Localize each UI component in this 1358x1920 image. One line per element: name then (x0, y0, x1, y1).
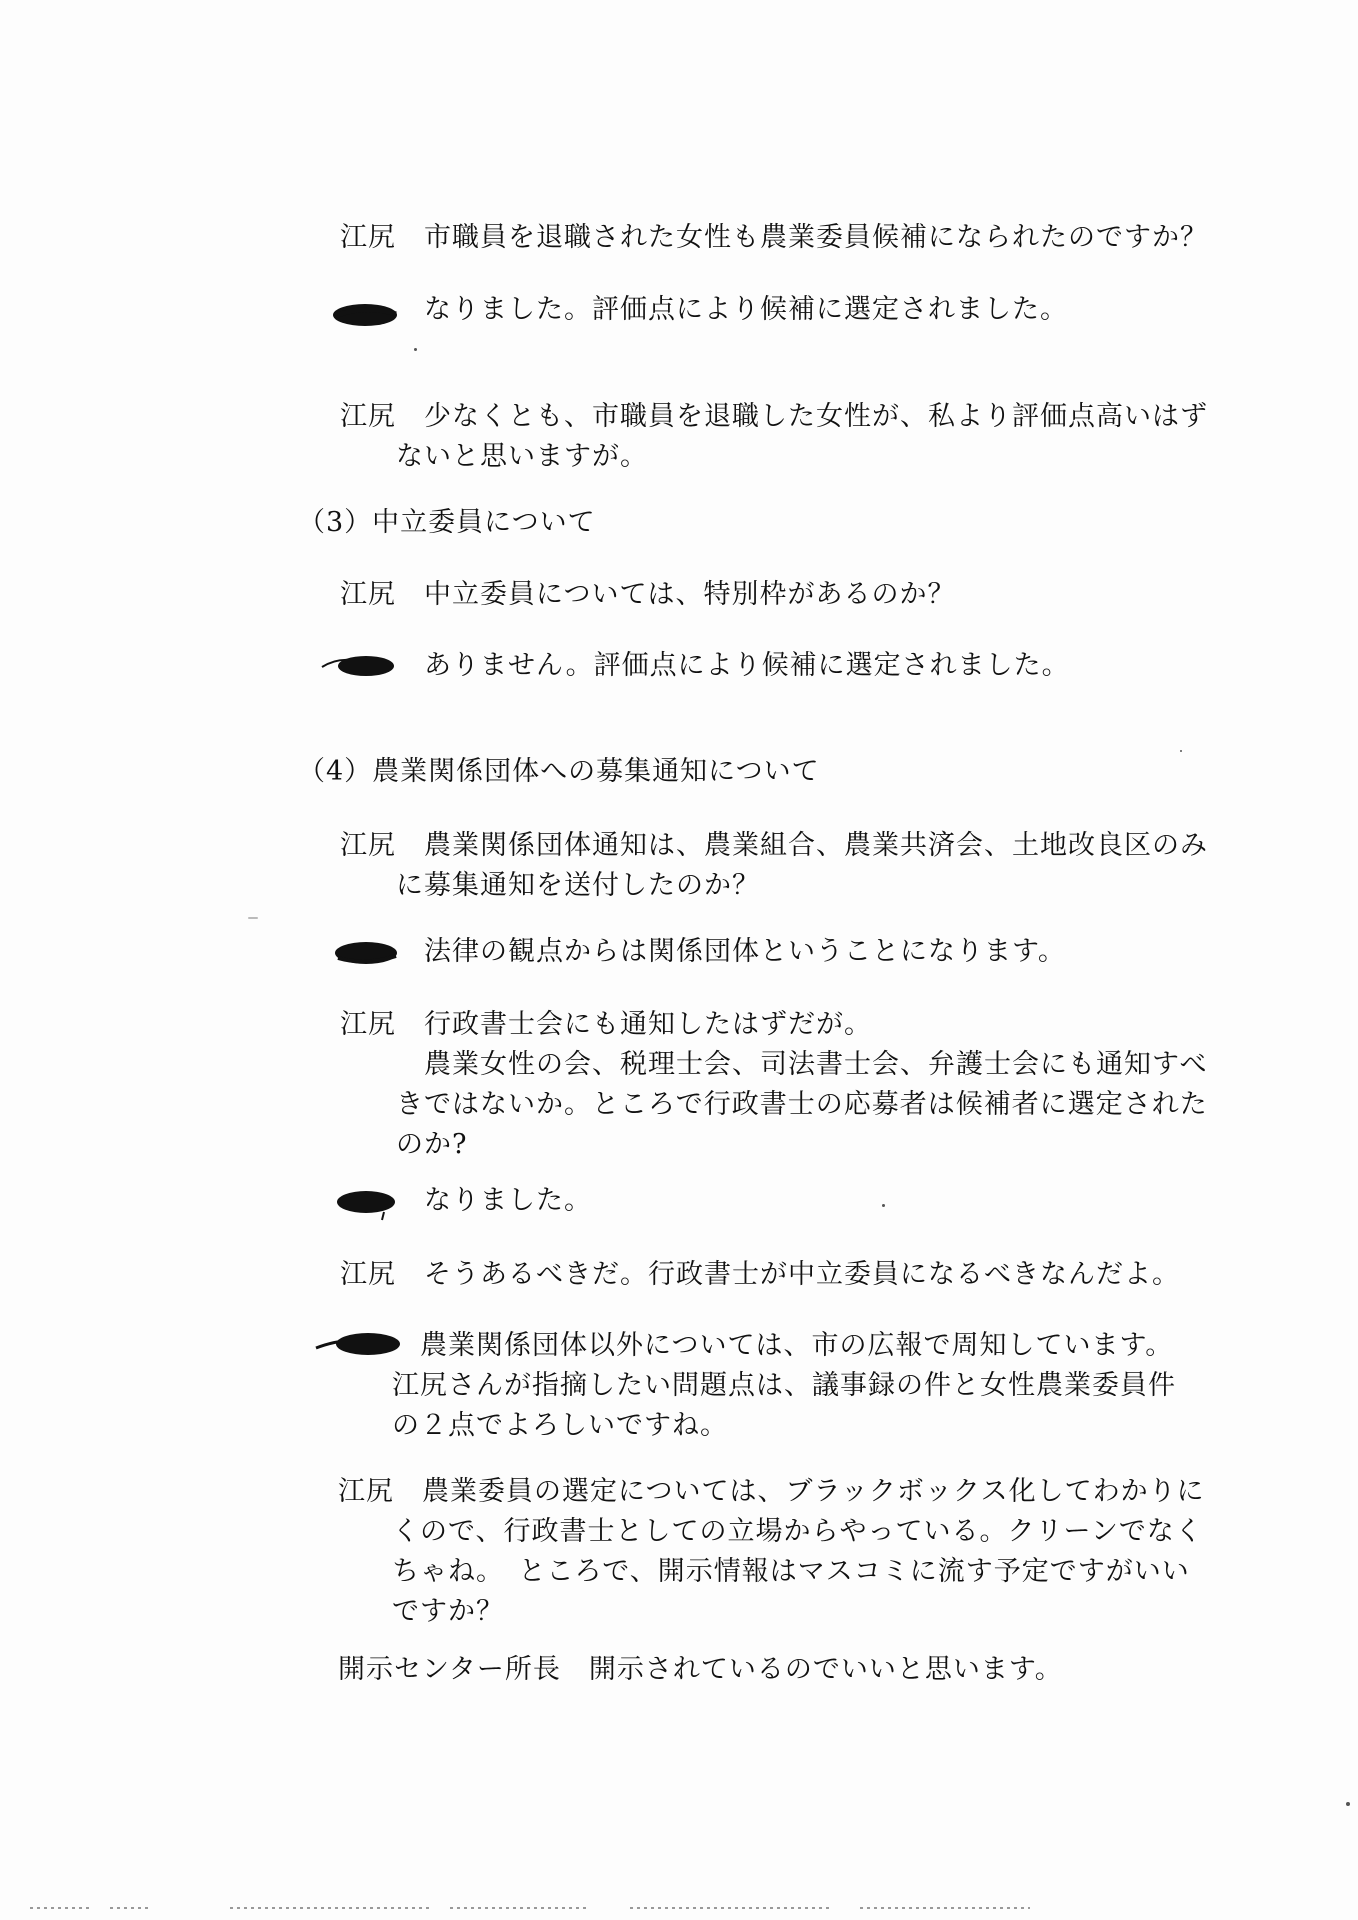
utterance-continuation: くので、行政書士としての立場からやっている。クリーンでなく (392, 1516, 1203, 1547)
utterance-continuation: に募集通知を送付したのか？ (396, 870, 760, 901)
redaction-mark (312, 1330, 404, 1360)
scan-speck (882, 1204, 885, 1207)
dialogue-line (424, 932, 1066, 972)
utterance-text: 行政書士会にも通知したはずだが。 (424, 1009, 872, 1040)
dialogue-line (338, 1650, 1063, 1690)
speaker-label: 江尻 (340, 222, 396, 253)
utterance-text: なりました。 (424, 1185, 592, 1216)
redaction-mark (332, 938, 400, 968)
utterance-text: 農業委員の選定については、ブラックボックス化してわかりに (422, 1476, 1205, 1507)
scan-speck (248, 917, 258, 919)
speaker-label: 江尻 (340, 1009, 396, 1040)
utterance-continuation: ですか？ (392, 1596, 504, 1627)
utterance-text: 市職員を退職された女性も農業委員候補になられたのですか？ (424, 222, 1208, 253)
utterance-text: 中立委員については、特別枠があるのか？ (424, 579, 956, 610)
redaction-mark (318, 651, 398, 681)
speaker-label: 江尻 (340, 1259, 396, 1290)
utterance-continuation: ちゃね。 ところで、開示情報はマスコミに流す予定ですがいい (392, 1556, 1190, 1587)
utterance-text: なりました。評価点により候補に選定されました。 (424, 294, 1068, 325)
scan-edge-marks (30, 1905, 1130, 1911)
dialogue-line (424, 646, 1070, 686)
redaction-mark (330, 300, 400, 330)
utterance-continuation: 農業女性の会、税理士会、司法書士会、弁護士会にも通知すべ (424, 1049, 1208, 1080)
dialogue-line (340, 575, 955, 615)
speaker-label: 江尻 (340, 830, 396, 861)
dialogue-line (340, 1255, 1180, 1295)
speaker-label: 江尻 (338, 1476, 394, 1507)
speaker-label: 開示センター所長 (338, 1654, 561, 1685)
dialogue-line (340, 826, 1208, 866)
dialogue-line (340, 397, 1208, 437)
scan-speck (414, 348, 417, 351)
redaction-mark (334, 1188, 398, 1222)
section-heading: （4）農業関係団体への募集通知について (298, 756, 820, 787)
speaker-label: 江尻 (340, 401, 396, 432)
utterance-text: 農業関係団体通知は、農業組合、農業共済会、土地改良区のみ (424, 830, 1208, 861)
scan-speck (1346, 1802, 1350, 1806)
speaker-label: 江尻 (340, 579, 396, 610)
utterance-continuation: のか? (396, 1129, 468, 1160)
section-heading: （3）中立委員について (298, 507, 596, 538)
scan-speck (1180, 750, 1182, 752)
utterance-text: 開示されているのでいいと思います。 (588, 1654, 1063, 1685)
utterance-text: 法律の観点からは関係団体ということになります。 (424, 936, 1066, 967)
utterance-continuation: ないと思いますが。 (396, 441, 648, 472)
utterance-text: 農業関係団体以外については、市の広報で周知しています。 (420, 1330, 1174, 1361)
utterance-text: ありません。評価点により候補に選定されました。 (424, 650, 1070, 681)
dialogue-line (424, 1181, 592, 1221)
utterance-continuation: 江尻さんが指摘したい問題点は、議事録の件と女性農業委員件 (392, 1370, 1176, 1401)
utterance-continuation: の２点でよろしいですね。 (392, 1410, 728, 1441)
dialogue-line (338, 1472, 1205, 1512)
dialogue-line (424, 290, 1068, 330)
dialogue-line (340, 218, 1208, 258)
dialogue-line (340, 1005, 872, 1045)
utterance-continuation: きではないか。ところで行政書士の応募者は候補者に選定された (396, 1089, 1208, 1120)
utterance-text: 少なくとも、市職員を退職した女性が、私より評価点高いはず (424, 401, 1208, 432)
utterance-text: そうあるべきだ。行政書士が中立委員になるべきなんだよ。 (424, 1259, 1180, 1290)
dialogue-line (420, 1326, 1173, 1366)
